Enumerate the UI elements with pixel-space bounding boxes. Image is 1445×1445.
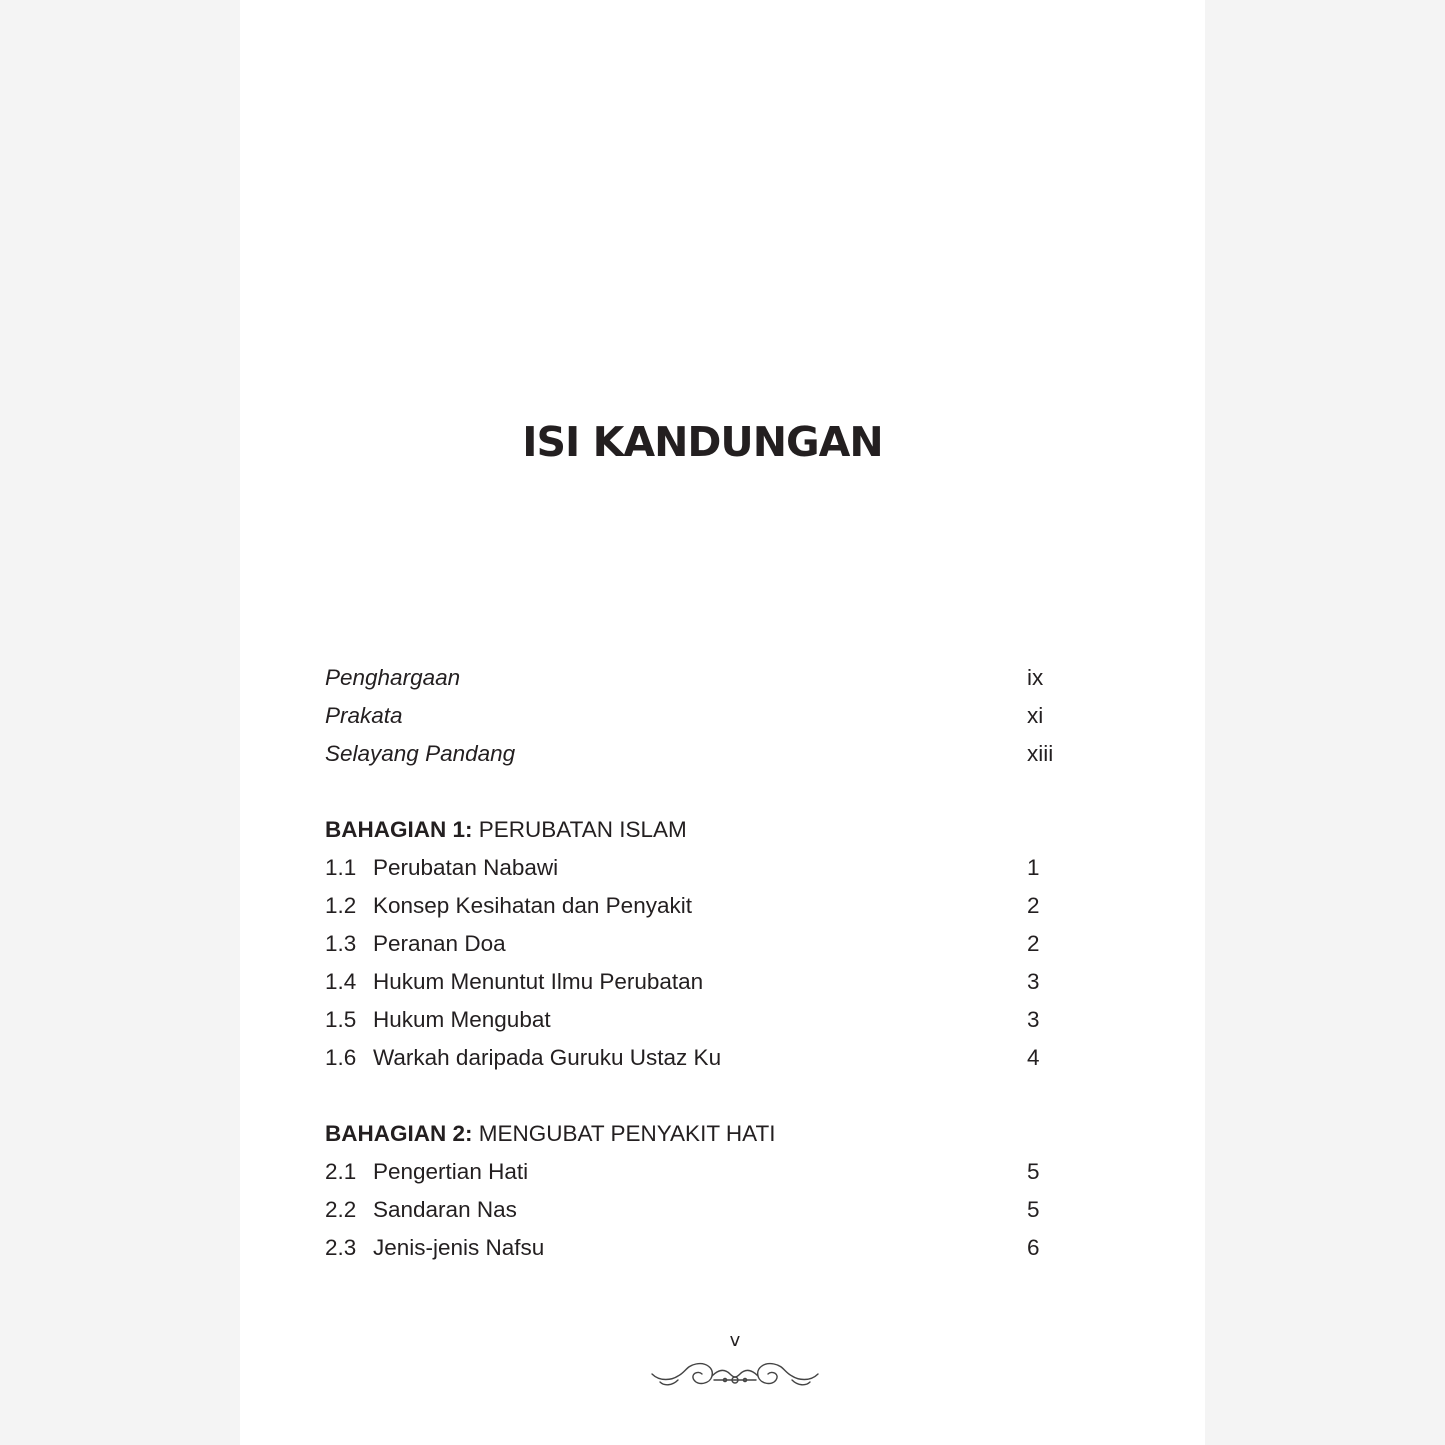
section-number: 2.1 — [325, 1159, 357, 1184]
section-number: 1.6 — [325, 1045, 357, 1070]
toc-section-item[interactable] — [325, 1001, 1085, 1039]
toc-part-heading[interactable] — [325, 811, 1085, 849]
section-title: Peranan Doa — [373, 931, 506, 956]
toc-section-item[interactable] — [325, 1229, 1085, 1267]
spacer — [325, 1077, 1085, 1115]
part-separator: : — [465, 817, 479, 842]
section-title: Pengertian Hati — [373, 1159, 529, 1184]
section-number: 1.5 — [325, 1007, 357, 1032]
toc-front-item[interactable] — [325, 659, 1085, 697]
part-label: BAHAGIAN 2 — [325, 1121, 466, 1146]
section-page: 6 — [1027, 1235, 1040, 1260]
section-page: 3 — [1027, 969, 1040, 994]
section-number: 2.2 — [325, 1197, 357, 1222]
toc-section-item[interactable] — [325, 1153, 1085, 1191]
section-title: Perubatan Nabawi — [373, 855, 559, 880]
section-page: 2 — [1027, 931, 1040, 956]
part-title: MENGUBAT PENYAKIT HATI — [478, 1121, 776, 1146]
section-title: Konsep Kesihatan dan Penyakit — [373, 893, 692, 918]
section-page: 5 — [1027, 1197, 1040, 1222]
table-of-contents — [325, 659, 1085, 1267]
toc-section-item[interactable] — [325, 963, 1085, 1001]
part-separator: : — [465, 1121, 479, 1146]
toc-section-item[interactable] — [325, 849, 1085, 887]
section-title: Hukum Menuntut Ilmu Perubatan — [373, 969, 704, 994]
section-title: Hukum Mengubat — [373, 1007, 551, 1032]
toc-item-page: ix — [1027, 665, 1044, 690]
section-page: 2 — [1027, 893, 1040, 918]
spacer — [325, 773, 1085, 811]
section-title: Warkah daripada Guruku Ustaz Ku — [373, 1045, 722, 1070]
section-page: 1 — [1027, 855, 1040, 880]
toc-item-page: xi — [1027, 703, 1044, 728]
toc-section-item[interactable] — [325, 1039, 1085, 1077]
page-title-text: ISI KANDUNGAN — [522, 418, 883, 466]
toc-section-item[interactable] — [325, 887, 1085, 925]
section-number: 1.4 — [325, 969, 357, 994]
toc-front-item[interactable] — [325, 697, 1085, 735]
toc-front-item[interactable] — [325, 735, 1085, 773]
section-page: 5 — [1027, 1159, 1040, 1184]
toc-item-title: Selayang Pandang — [325, 741, 516, 766]
toc-section-item[interactable] — [325, 1191, 1085, 1229]
section-number: 1.2 — [325, 893, 357, 918]
book-page — [240, 0, 1205, 1445]
section-title: Jenis-jenis Nafsu — [373, 1235, 545, 1260]
toc-section-item[interactable] — [325, 925, 1085, 963]
part-label: BAHAGIAN 1 — [325, 817, 466, 842]
section-number: 1.3 — [325, 931, 357, 956]
section-number: 2.3 — [325, 1235, 357, 1260]
section-page: 3 — [1027, 1007, 1040, 1032]
section-title: Sandaran Nas — [373, 1197, 517, 1222]
part-title: PERUBATAN ISLAM — [478, 817, 687, 842]
section-page: 4 — [1027, 1045, 1040, 1070]
toc-item-title: Penghargaan — [325, 665, 461, 690]
section-number: 1.1 — [325, 855, 357, 880]
toc-item-title: Prakata — [325, 703, 403, 728]
page-number: v — [729, 1330, 741, 1351]
toc-item-page: xiii — [1027, 741, 1054, 766]
flourish-ornament-icon — [650, 1346, 820, 1390]
page-title — [240, 418, 1205, 466]
toc-part-heading[interactable] — [325, 1115, 1085, 1153]
